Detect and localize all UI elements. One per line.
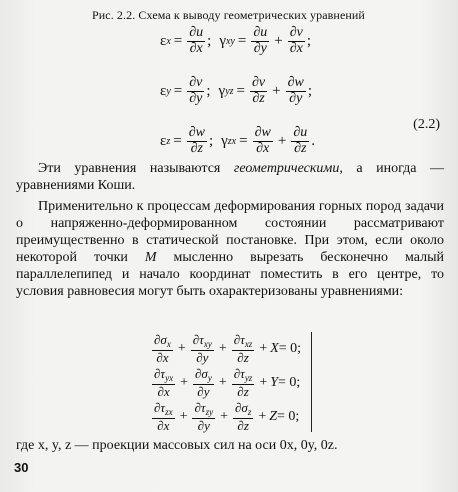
stress-derivative-y-numerator-subscript: y bbox=[207, 373, 212, 384]
stress-derivative-z-numerator-subscript: z bbox=[247, 407, 252, 418]
stress-derivative-z-numerator bbox=[232, 333, 255, 350]
page-number: 30 bbox=[14, 460, 29, 475]
shear-fraction-second-numerator-text: ∂v bbox=[289, 25, 303, 40]
stress-derivative-z bbox=[232, 367, 255, 398]
stress-derivative-x bbox=[152, 367, 175, 398]
strain-fraction-numerator bbox=[187, 126, 207, 142]
stress-derivative-y bbox=[192, 401, 215, 432]
stress-derivative-z-numerator-subscript: xz bbox=[244, 339, 253, 350]
stress-derivative-x-denominator: ∂x bbox=[157, 417, 170, 433]
shear-fraction-first-numerator-text: ∂w bbox=[254, 125, 271, 140]
stress-derivative-z-denominator: ∂z bbox=[237, 383, 249, 399]
row-end-punctuation: ; bbox=[307, 82, 313, 99]
semicolon: ; bbox=[206, 82, 211, 99]
equals-zero: = 0; bbox=[278, 375, 301, 390]
gamma-subscript: xy bbox=[225, 35, 235, 47]
equals-zero: = 0; bbox=[278, 341, 302, 356]
body-force-symbol: Y bbox=[270, 375, 279, 390]
equals-sign: = bbox=[173, 32, 183, 49]
strain-fraction-numerator-text: ∂v bbox=[189, 75, 203, 90]
paragraph-cauchy bbox=[16, 160, 444, 194]
stress-derivative-y-numerator bbox=[193, 367, 214, 384]
strain-fraction bbox=[187, 76, 204, 106]
plus-sign: + bbox=[277, 132, 287, 149]
stress-derivative-z-numerator bbox=[233, 401, 253, 418]
stress-derivative-y-denominator: ∂y bbox=[196, 349, 209, 365]
plus-sign: + bbox=[218, 341, 227, 356]
equation-number: (2.2) bbox=[413, 117, 440, 132]
paragraph-equilibrium-before: Применительно к процессам деформирования горных пород задачи о напряженно-деформированном состоянии рассматривают преимущественно в статической постановке. При этом, если около некоторой точки bbox=[16, 199, 444, 265]
equilibrium-equation-row bbox=[150, 366, 301, 400]
gamma-subscript: yz bbox=[225, 85, 234, 97]
stress-derivative-x-numerator bbox=[152, 401, 175, 418]
stress-derivative-z-numerator-text: ∂τ bbox=[233, 332, 245, 348]
shear-fraction-first-numerator bbox=[250, 76, 267, 92]
epsilon-symbol: ε bbox=[160, 132, 167, 149]
row-end-punctuation: ; bbox=[306, 32, 312, 49]
body-force-symbol: Z bbox=[269, 409, 278, 424]
paragraph-equilibrium-emphasis: M bbox=[144, 250, 157, 265]
shear-fraction-first-numerator-text: ∂v bbox=[252, 75, 266, 90]
shear-fraction-second bbox=[291, 126, 309, 156]
shear-fraction-first bbox=[250, 76, 267, 106]
paragraph-cauchy-after: , а иногда — уравнениями Коши. bbox=[16, 161, 444, 193]
stress-derivative-y-numerator-text: ∂τ bbox=[192, 332, 204, 348]
epsilon-symbol: ε bbox=[160, 82, 167, 99]
stress-derivative-z-numerator-text: ∂σ bbox=[234, 400, 248, 416]
stress-derivative-x-numerator bbox=[152, 333, 173, 350]
stress-derivative-x bbox=[152, 401, 175, 432]
stress-derivative-y-numerator bbox=[192, 401, 215, 418]
strain-equation-row bbox=[160, 126, 323, 156]
equilibrium-equation-row bbox=[150, 400, 301, 434]
strain-fraction bbox=[187, 126, 207, 156]
stress-derivative-z-numerator-text: ∂τ bbox=[233, 366, 245, 382]
stress-derivative-z-denominator: ∂z bbox=[237, 417, 249, 433]
stress-derivative-z-numerator bbox=[232, 367, 255, 384]
stress-derivative-y-numerator-text: ∂τ bbox=[194, 400, 206, 416]
paragraph-equilibrium bbox=[16, 198, 444, 300]
shear-fraction-second-numerator bbox=[286, 76, 306, 92]
stress-derivative-y-numerator-subscript: zy bbox=[205, 407, 214, 418]
stress-derivative-y bbox=[193, 367, 214, 398]
strain-fraction-numerator bbox=[187, 76, 204, 92]
equals-sign: = bbox=[239, 132, 248, 149]
shear-fraction-second bbox=[286, 76, 306, 106]
epsilon-symbol: ε bbox=[160, 32, 167, 49]
epsilon-subscript: y bbox=[166, 85, 171, 97]
plus-sign: + bbox=[274, 32, 283, 49]
shear-fraction-second-numerator bbox=[288, 26, 305, 42]
shear-fraction-second-numerator bbox=[291, 126, 309, 142]
shear-fraction-second-denominator: ∂y bbox=[289, 90, 303, 106]
gamma-symbol: γ bbox=[219, 32, 226, 49]
plus-sign: + bbox=[259, 375, 268, 390]
plus-sign: + bbox=[258, 409, 267, 424]
strain-equation-row bbox=[160, 26, 319, 56]
equals-sign: = bbox=[173, 132, 182, 149]
equilibrium-equation-row bbox=[150, 332, 301, 366]
semicolon: ; bbox=[207, 32, 212, 49]
stress-derivative-z bbox=[233, 401, 253, 432]
row-end-punctuation: . bbox=[311, 132, 315, 149]
shear-fraction-first-numerator-text: ∂u bbox=[253, 25, 268, 40]
stress-derivative-y-numerator-text: ∂σ bbox=[194, 366, 208, 382]
stress-derivative-x bbox=[152, 333, 173, 364]
strain-fraction-denominator: ∂z bbox=[190, 140, 203, 156]
stress-derivative-y-numerator bbox=[191, 333, 214, 350]
shear-fraction-first bbox=[251, 26, 269, 56]
shear-fraction-second-numerator-text: ∂w bbox=[287, 75, 304, 90]
stress-derivative-x-numerator-text: ∂τ bbox=[154, 366, 166, 382]
strain-fraction-numerator bbox=[187, 26, 205, 42]
plus-sign: + bbox=[180, 375, 188, 390]
strain-fraction-numerator-text: ∂w bbox=[188, 125, 205, 140]
stress-derivative-x-denominator: ∂x bbox=[156, 349, 169, 365]
gamma-symbol: γ bbox=[218, 82, 226, 99]
paragraph-cauchy-before: Эти уравнения называются bbox=[38, 161, 234, 176]
footer-text: где x, y, z — проекции массовых сил на оси 0x, 0y, 0z. bbox=[16, 438, 338, 453]
shear-fraction-first-numerator bbox=[253, 126, 273, 142]
stress-derivative-y-denominator: ∂y bbox=[197, 417, 210, 433]
stress-derivative-x-numerator-subscript: zx bbox=[165, 407, 173, 418]
shear-fraction-first-numerator bbox=[251, 26, 269, 42]
shear-fraction-second bbox=[288, 26, 305, 56]
shear-fraction-second-denominator: ∂z bbox=[294, 140, 307, 156]
plus-sign: + bbox=[177, 341, 186, 356]
body-force-symbol: X bbox=[270, 341, 279, 356]
strain-fraction bbox=[187, 26, 205, 56]
gamma-subscript: zx bbox=[227, 135, 237, 147]
equals-sign: = bbox=[236, 82, 245, 99]
plus-sign: + bbox=[218, 375, 227, 390]
plus-sign: + bbox=[259, 341, 268, 356]
stress-derivative-x-numerator-subscript: x bbox=[166, 339, 171, 350]
strain-fraction-numerator-text: ∂u bbox=[189, 25, 204, 40]
epsilon-subscript: z bbox=[166, 135, 171, 147]
shear-fraction-first-denominator: ∂x bbox=[256, 140, 270, 156]
shear-fraction-first bbox=[253, 126, 273, 156]
equals-sign: = bbox=[237, 32, 247, 49]
epsilon-subscript: x bbox=[166, 35, 171, 47]
stress-derivative-z-denominator: ∂z bbox=[237, 349, 249, 365]
paragraph-cauchy-emphasis: геометрическими bbox=[233, 161, 340, 176]
gamma-symbol: γ bbox=[221, 132, 228, 149]
stress-derivative-y bbox=[191, 333, 214, 364]
stress-derivative-x-numerator bbox=[152, 367, 175, 384]
shear-fraction-first-denominator: ∂z bbox=[252, 90, 265, 106]
stress-derivative-y-numerator-subscript: xy bbox=[203, 339, 212, 350]
stress-derivative-x-denominator: ∂x bbox=[157, 383, 170, 399]
shear-fraction-second-numerator-text: ∂u bbox=[293, 125, 308, 140]
figure-caption: Рис. 2.2. Схема к выводу геометрических уравнений bbox=[92, 8, 365, 22]
stress-derivative-x-numerator-text: ∂σ bbox=[154, 332, 167, 348]
stress-derivative-z-numerator-subscript: yz bbox=[244, 373, 253, 384]
paragraph-equilibrium-after: мысленно вырезать бесконечно малый параллелепипед и начало координат поместить в его центре, то условия равновесия могут быть охарактеризованы уравнениями: bbox=[16, 250, 444, 299]
plus-sign: + bbox=[179, 409, 188, 424]
strain-fraction-denominator: ∂y bbox=[189, 90, 203, 106]
equals-zero: = 0; bbox=[277, 409, 300, 424]
plus-sign: + bbox=[220, 409, 228, 424]
plus-sign: + bbox=[272, 82, 281, 99]
stress-derivative-y-denominator: ∂y bbox=[197, 383, 210, 399]
strain-equation-row bbox=[160, 76, 320, 106]
shear-fraction-second-denominator: ∂x bbox=[289, 40, 303, 56]
stress-derivative-z bbox=[232, 333, 255, 364]
stress-derivative-x-numerator-subscript: yx bbox=[165, 373, 174, 384]
shear-fraction-first-denominator: ∂y bbox=[253, 40, 267, 56]
strain-fraction-denominator: ∂x bbox=[189, 40, 203, 56]
equals-sign: = bbox=[173, 82, 183, 99]
semicolon: ; bbox=[208, 132, 214, 149]
stress-derivative-x-numerator-text: ∂τ bbox=[154, 400, 166, 416]
equilibrium-equations bbox=[150, 332, 312, 432]
